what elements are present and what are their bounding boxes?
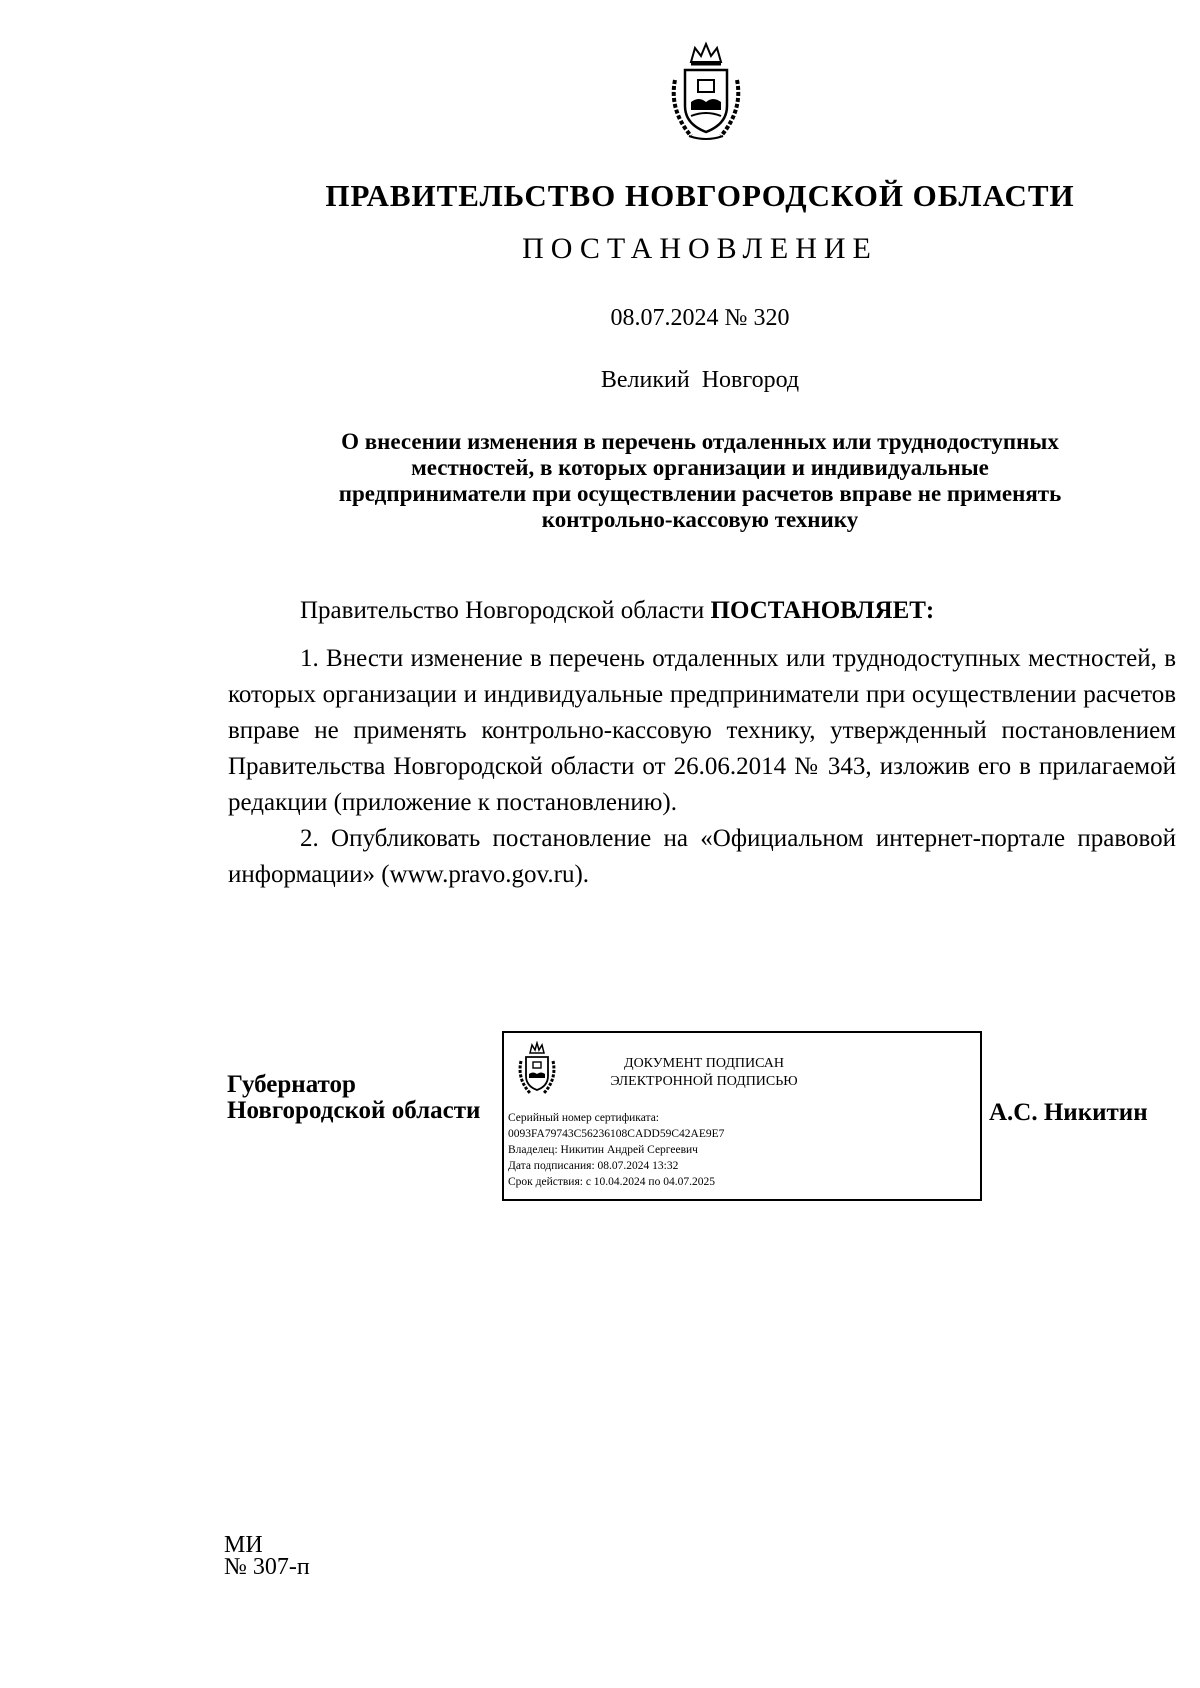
document-heading bbox=[230, 429, 1170, 533]
coat-of-arms-emblem bbox=[661, 40, 751, 144]
document-date-number: 08.07.2024 № 320 bbox=[610, 305, 790, 331]
paragraph-1: 1. Внести изменение в перечень отдаленных или труднодоступных местностей, в которых организации и индивидуальные предприниматели при осуществлении расчетов вправе не применять контрольно-кассовую технику, утвержденный постановлением Правительства Новгородской области от 26.06.2014 № 343, изложив его в прилагаемой редакции (приложение к постановлению). bbox=[228, 645, 1176, 816]
preamble-decree-word: ПОСТАНОВЛЯЕТ: bbox=[710, 597, 935, 624]
paragraph-2: 2. Опубликовать постановление на «Официальном интернет-портале правовой информации» (www.pravo.gov.ru). bbox=[228, 825, 1176, 888]
signatory-position-line: Губернатор bbox=[227, 1071, 356, 1098]
heading-line: О внесении изменения в перечень отдаленных или труднодоступных bbox=[341, 429, 1059, 454]
document-body bbox=[228, 641, 1176, 893]
heading-line: контрольно-кассовую технику bbox=[541, 507, 859, 532]
stamp-title-line: ДОКУМЕНТ ПОДПИСАН bbox=[624, 1056, 784, 1071]
government-title: ПРАВИТЕЛЬСТВО НОВГОРОДСКОЙ ОБЛАСТИ bbox=[325, 178, 1075, 213]
preamble bbox=[300, 597, 934, 625]
stamp-title-line: ЭЛЕКТРОННОЙ ПОДПИСЬЮ bbox=[610, 1074, 798, 1089]
electronic-signature-stamp bbox=[502, 1031, 982, 1201]
footer-number: № 307-п bbox=[224, 1554, 310, 1580]
footer-initials: МИ bbox=[224, 1532, 263, 1558]
signatory-position-line: Новгородской области bbox=[227, 1097, 481, 1124]
document-type: ПОСТАНОВЛЕНИЕ bbox=[522, 232, 878, 265]
heading-line: предприниматели при осуществлении расчетов вправе не применять bbox=[338, 481, 1062, 506]
stamp-emblem-icon bbox=[514, 1041, 560, 1097]
stamp-owner: Владелец: Никитин Андрей Сергеевич bbox=[508, 1144, 698, 1156]
stamp-title bbox=[584, 1055, 824, 1091]
document-footer bbox=[224, 1534, 310, 1578]
stamp-serial-label: Серийный номер сертификата: bbox=[508, 1112, 659, 1124]
signatory-position bbox=[227, 1072, 480, 1124]
preamble-text: Правительство Новгородской области bbox=[300, 597, 711, 624]
signer-name: А.С. Никитин bbox=[989, 1099, 1148, 1126]
stamp-details bbox=[508, 1110, 724, 1190]
stamp-signed-date: Дата подписания: 08.07.2024 13:32 bbox=[508, 1160, 679, 1172]
document-city: Великий Новгород bbox=[600, 367, 800, 393]
stamp-validity: Срок действия: с 10.04.2024 по 04.07.2025 bbox=[508, 1176, 715, 1188]
stamp-serial: 0093FA79743C56236108CADD59C42AE9E7 bbox=[508, 1128, 725, 1140]
heading-line: местностей, в которых организации и индивидуальные bbox=[411, 455, 989, 480]
